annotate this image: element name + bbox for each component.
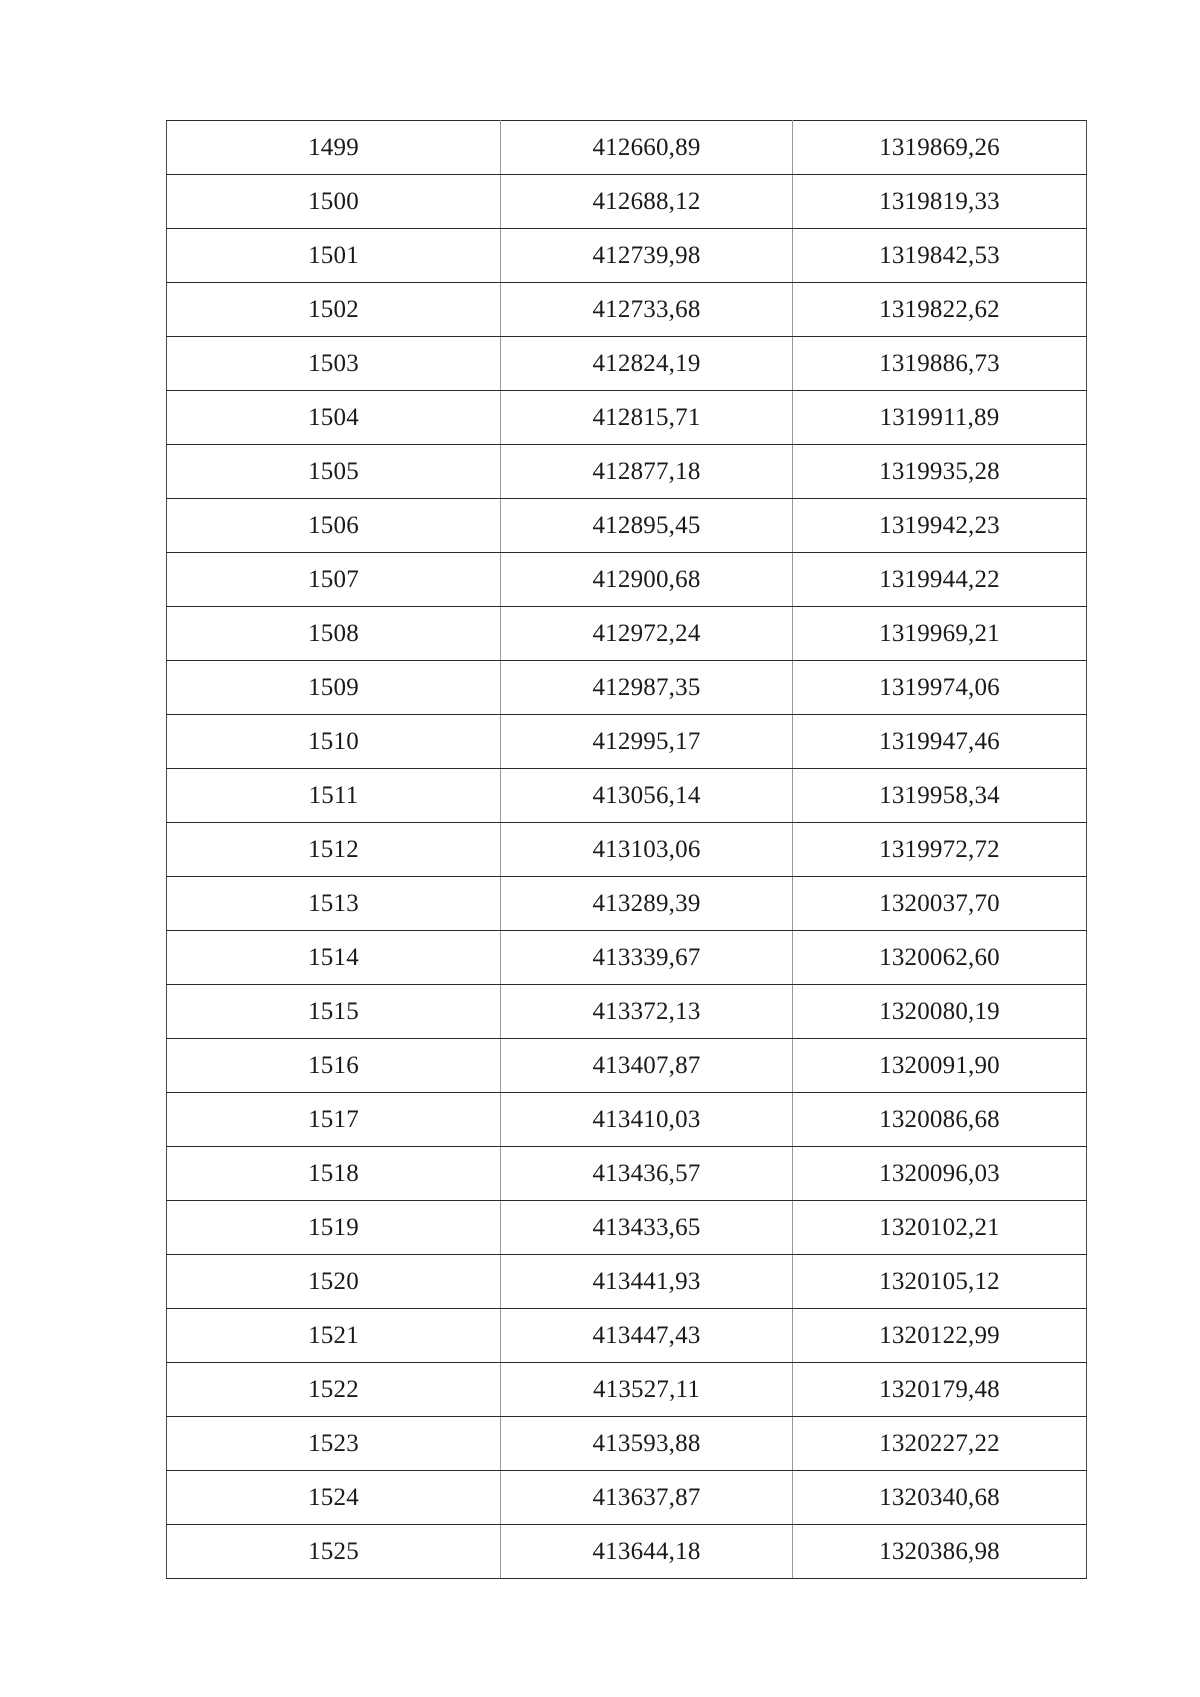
x-coordinate-cell: 413103,06 [501, 823, 793, 877]
x-coordinate-cell: 412688,12 [501, 175, 793, 229]
table-row [167, 1471, 1087, 1525]
table-row [167, 1255, 1087, 1309]
point-number-cell: 1500 [167, 175, 501, 229]
table-row [167, 1525, 1087, 1579]
point-number-cell: 1518 [167, 1147, 501, 1201]
table-row [167, 175, 1087, 229]
y-coordinate-cell: 1319947,46 [793, 715, 1087, 769]
y-coordinate-cell: 1320122,99 [793, 1309, 1087, 1363]
table-row [167, 661, 1087, 715]
y-coordinate-cell: 1319911,89 [793, 391, 1087, 445]
y-coordinate-cell: 1320096,03 [793, 1147, 1087, 1201]
point-number-cell: 1516 [167, 1039, 501, 1093]
table-row [167, 1417, 1087, 1471]
table-row [167, 769, 1087, 823]
y-coordinate-cell: 1319958,34 [793, 769, 1087, 823]
x-coordinate-cell: 413410,03 [501, 1093, 793, 1147]
y-coordinate-cell: 1320062,60 [793, 931, 1087, 985]
coordinates-table [166, 120, 1087, 1579]
point-number-cell: 1508 [167, 607, 501, 661]
table-row [167, 283, 1087, 337]
point-number-cell: 1505 [167, 445, 501, 499]
x-coordinate-cell: 412972,24 [501, 607, 793, 661]
table-row [167, 337, 1087, 391]
point-number-cell: 1519 [167, 1201, 501, 1255]
table-row [167, 1363, 1087, 1417]
table-row [167, 1201, 1087, 1255]
point-number-cell: 1502 [167, 283, 501, 337]
y-coordinate-cell: 1320086,68 [793, 1093, 1087, 1147]
y-coordinate-cell: 1319869,26 [793, 121, 1087, 175]
y-coordinate-cell: 1319944,22 [793, 553, 1087, 607]
table-row [167, 499, 1087, 553]
point-number-cell: 1506 [167, 499, 501, 553]
x-coordinate-cell: 412824,19 [501, 337, 793, 391]
point-number-cell: 1512 [167, 823, 501, 877]
x-coordinate-cell: 412739,98 [501, 229, 793, 283]
table-row [167, 715, 1087, 769]
table-row [167, 1093, 1087, 1147]
y-coordinate-cell: 1319935,28 [793, 445, 1087, 499]
table-row [167, 391, 1087, 445]
table-row [167, 877, 1087, 931]
x-coordinate-cell: 412987,35 [501, 661, 793, 715]
y-coordinate-cell: 1320102,21 [793, 1201, 1087, 1255]
table-row [167, 931, 1087, 985]
y-coordinate-cell: 1320091,90 [793, 1039, 1087, 1093]
x-coordinate-cell: 413339,67 [501, 931, 793, 985]
coordinates-table-body [167, 121, 1087, 1579]
point-number-cell: 1517 [167, 1093, 501, 1147]
x-coordinate-cell: 413056,14 [501, 769, 793, 823]
point-number-cell: 1501 [167, 229, 501, 283]
x-coordinate-cell: 413441,93 [501, 1255, 793, 1309]
point-number-cell: 1525 [167, 1525, 501, 1579]
point-number-cell: 1514 [167, 931, 501, 985]
x-coordinate-cell: 413436,57 [501, 1147, 793, 1201]
x-coordinate-cell: 413433,65 [501, 1201, 793, 1255]
x-coordinate-cell: 413637,87 [501, 1471, 793, 1525]
x-coordinate-cell: 413289,39 [501, 877, 793, 931]
x-coordinate-cell: 412877,18 [501, 445, 793, 499]
x-coordinate-cell: 412660,89 [501, 121, 793, 175]
table-row [167, 1147, 1087, 1201]
x-coordinate-cell: 412900,68 [501, 553, 793, 607]
point-number-cell: 1522 [167, 1363, 501, 1417]
y-coordinate-cell: 1319974,06 [793, 661, 1087, 715]
table-row [167, 823, 1087, 877]
y-coordinate-cell: 1320080,19 [793, 985, 1087, 1039]
x-coordinate-cell: 413593,88 [501, 1417, 793, 1471]
y-coordinate-cell: 1319942,23 [793, 499, 1087, 553]
y-coordinate-cell: 1319969,21 [793, 607, 1087, 661]
point-number-cell: 1510 [167, 715, 501, 769]
y-coordinate-cell: 1320386,98 [793, 1525, 1087, 1579]
point-number-cell: 1521 [167, 1309, 501, 1363]
y-coordinate-cell: 1319972,72 [793, 823, 1087, 877]
point-number-cell: 1499 [167, 121, 501, 175]
table-row [167, 1039, 1087, 1093]
x-coordinate-cell: 413527,11 [501, 1363, 793, 1417]
y-coordinate-cell: 1320340,68 [793, 1471, 1087, 1525]
table-row [167, 1309, 1087, 1363]
point-number-cell: 1504 [167, 391, 501, 445]
table-row [167, 121, 1087, 175]
y-coordinate-cell: 1320037,70 [793, 877, 1087, 931]
y-coordinate-cell: 1319886,73 [793, 337, 1087, 391]
table-row [167, 607, 1087, 661]
y-coordinate-cell: 1320105,12 [793, 1255, 1087, 1309]
point-number-cell: 1509 [167, 661, 501, 715]
y-coordinate-cell: 1319842,53 [793, 229, 1087, 283]
point-number-cell: 1523 [167, 1417, 501, 1471]
y-coordinate-cell: 1319819,33 [793, 175, 1087, 229]
point-number-cell: 1507 [167, 553, 501, 607]
x-coordinate-cell: 412995,17 [501, 715, 793, 769]
x-coordinate-cell: 413447,43 [501, 1309, 793, 1363]
y-coordinate-cell: 1320179,48 [793, 1363, 1087, 1417]
point-number-cell: 1513 [167, 877, 501, 931]
point-number-cell: 1515 [167, 985, 501, 1039]
y-coordinate-cell: 1320227,22 [793, 1417, 1087, 1471]
x-coordinate-cell: 413407,87 [501, 1039, 793, 1093]
x-coordinate-cell: 412895,45 [501, 499, 793, 553]
table-row [167, 553, 1087, 607]
point-number-cell: 1503 [167, 337, 501, 391]
x-coordinate-cell: 413644,18 [501, 1525, 793, 1579]
y-coordinate-cell: 1319822,62 [793, 283, 1087, 337]
x-coordinate-cell: 412815,71 [501, 391, 793, 445]
point-number-cell: 1511 [167, 769, 501, 823]
x-coordinate-cell: 413372,13 [501, 985, 793, 1039]
table-row [167, 229, 1087, 283]
table-row [167, 985, 1087, 1039]
table-row [167, 445, 1087, 499]
point-number-cell: 1524 [167, 1471, 501, 1525]
x-coordinate-cell: 412733,68 [501, 283, 793, 337]
point-number-cell: 1520 [167, 1255, 501, 1309]
